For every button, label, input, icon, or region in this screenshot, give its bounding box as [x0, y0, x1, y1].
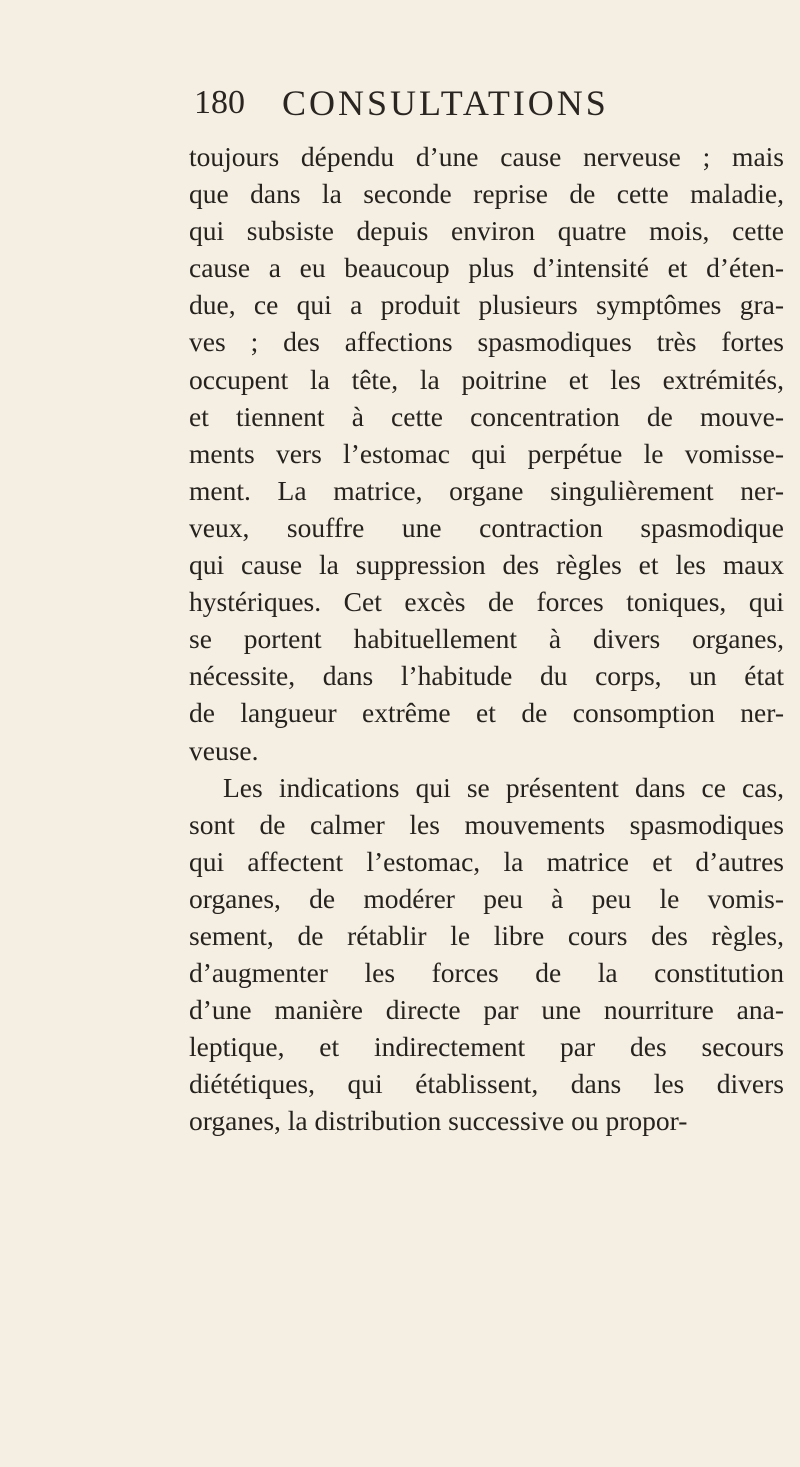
paragraph-first-line: Les indications qui se présentent dans ce cas,: [223, 771, 784, 803]
text-line: hystériques. Cet excès de forces toniques, qui: [189, 586, 784, 618]
text-line: et tiennent à cette concentration de mouve-: [189, 400, 784, 432]
text-line: nécessite, dans l’habitude du corps, un état: [189, 660, 784, 692]
text-line: sont de calmer les mouvements spasmodiques: [189, 808, 784, 840]
text-line: toujours dépendu d’une cause nerveuse ; mais: [189, 141, 784, 172]
text-line: cause a eu beaucoup plus d’intensité et d’éten-: [189, 252, 784, 284]
text-line: que dans la seconde reprise de cette maladie,: [189, 178, 784, 210]
text-line: organes, de modérer peu à peu le vomis-: [189, 882, 784, 914]
text-line: ment. La matrice, organe singulièrement ner-: [189, 474, 784, 506]
text-line: due, ce qui a produit plusieurs symptômes gra-: [189, 289, 784, 321]
text-line: organes, la distribution successive ou propor-: [189, 1105, 688, 1137]
text-line: qui affectent l’estomac, la matrice et d’autres: [189, 845, 784, 877]
text-line: ves ; des affections spasmodiques très fortes: [189, 326, 784, 358]
text-line: d’une manière directe par une nourriture ana-: [189, 994, 784, 1026]
text-line: veuse.: [189, 734, 259, 766]
text-line: qui subsiste depuis environ quatre mois, cette: [189, 215, 784, 247]
text-line: leptique, et indirectement par des secours: [189, 1031, 784, 1063]
page-number: 180: [194, 84, 245, 121]
body-text: [189, 138, 800, 1140]
text-line: diététiques, qui établissent, dans les divers: [189, 1068, 784, 1100]
text-line: de langueur extrême et de consomption ner-: [189, 697, 784, 729]
text-line: veux, souffre une contraction spasmodique: [189, 511, 784, 543]
text-line: se portent habituellement à divers organes,: [189, 623, 784, 655]
text-line: d’augmenter les forces de la constitution: [189, 957, 784, 989]
text-line: qui cause la suppression des règles et les maux: [189, 549, 784, 581]
page-header: [0, 84, 800, 134]
running-head: CONSULTATIONS: [282, 83, 609, 123]
text-line: occupent la tête, la poitrine et les extrémités,: [189, 363, 784, 395]
text-line: sement, de rétablir le libre cours des règles,: [189, 919, 784, 951]
text-line: ments vers l’estomac qui perpétue le vomisse-: [189, 437, 784, 469]
